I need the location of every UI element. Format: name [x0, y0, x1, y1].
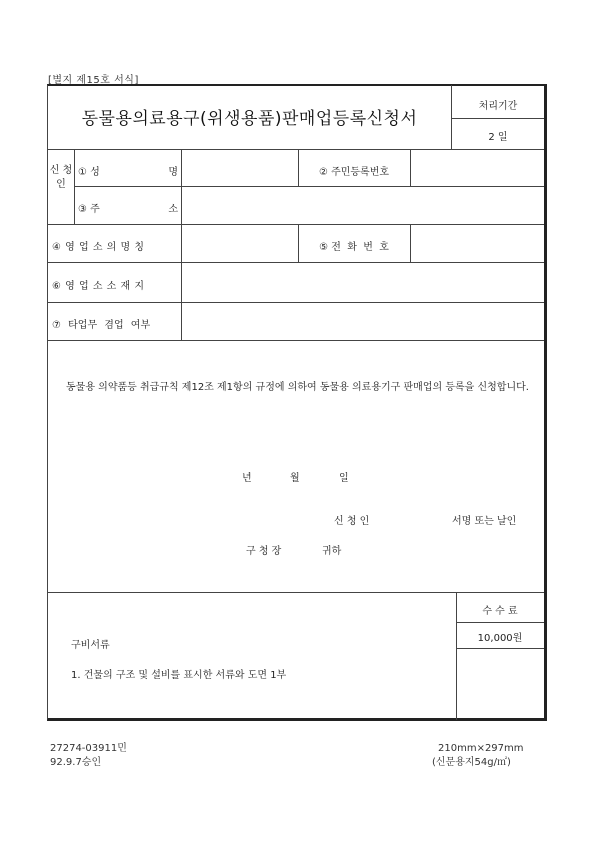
footer-paper-size: 210mm×297mm [438, 743, 524, 754]
name-label [78, 163, 178, 178]
rule-after-other-business [48, 340, 544, 341]
applicant-group-label: 신 청 인 [49, 165, 73, 190]
date-year: 년 [242, 473, 252, 484]
address-label-left: 주 [90, 204, 100, 215]
form-title: 동물용의료용구(위생용품)판매업등록신청서 [81, 109, 418, 129]
other-business-field[interactable] [183, 304, 543, 339]
phone-label: ⑤ 전 화 번 호 [319, 242, 389, 253]
name-number: ① [78, 167, 87, 178]
address-label-right: 소 [168, 204, 178, 215]
processing-period-value: 2 일 [488, 132, 508, 143]
rule-label-column [181, 149, 182, 340]
rule-before-documents [48, 592, 544, 593]
rule-fee-bottom [456, 648, 544, 649]
rule-resident-right [410, 149, 411, 186]
business-location-label: ⑥ 영 업 소 소 재 지 [52, 281, 145, 292]
address-label [78, 200, 178, 215]
rule-applicant-mid [74, 186, 544, 187]
business-name-label: ④ 영 업 소 의 명 칭 [52, 242, 145, 253]
name-label-right: 명 [168, 167, 178, 178]
fee-value: 10,000원 [477, 633, 523, 644]
address-field[interactable] [183, 188, 543, 223]
footer-approval-number: 27274-03911민 [50, 743, 127, 754]
resident-number-label: ② 주민등록번호 [318, 167, 390, 178]
applicant-signature-label: 신 청 인 [334, 516, 370, 527]
rule-after-address [48, 224, 544, 225]
footer-paper-type: (신문용지54g/㎡) [432, 757, 511, 768]
address-number: ③ [78, 204, 87, 215]
application-statement: 동물용 의약품등 취급규칙 제12조 제1항의 규정에 의하여 동물용 의료용기구 판매업의 등록을 신청합니다. [66, 382, 529, 393]
other-business-label: ⑦ 타업무 겸업 여부 [52, 320, 151, 331]
rule-fee [456, 622, 544, 623]
rule-applicant-group [74, 149, 75, 224]
name-field[interactable] [183, 151, 297, 185]
resident-number-field[interactable] [412, 151, 543, 185]
date-month: 월 [290, 473, 300, 484]
required-document-item: 1. 건물의 구조 및 설비를 표시한 서류와 도면 1부 [71, 670, 287, 681]
addressee-office: 구 청 장 [246, 546, 282, 557]
fee-label: 수 수 료 [482, 606, 518, 617]
rule-after-business-name [48, 262, 544, 263]
rule-after-location [48, 302, 544, 303]
required-documents-heading: 구비서류 [71, 640, 110, 651]
footer-approval-date: 92.9.7승인 [50, 757, 102, 768]
processing-period-label: 처리기간 [478, 101, 518, 112]
date-day: 일 [339, 473, 349, 484]
rule-after-title [48, 149, 544, 150]
phone-field[interactable] [412, 226, 543, 261]
rule-phone-right [410, 224, 411, 262]
rule-processing [451, 118, 544, 119]
business-name-field[interactable] [183, 226, 297, 261]
form-number-tag: [별지 제15호 서식] [48, 75, 139, 86]
addressee-honorific: 귀하 [322, 546, 342, 557]
business-location-field[interactable] [183, 264, 543, 301]
signature-or-seal-label: 서명 또는 날인 [452, 516, 517, 527]
name-label-left: 성 [90, 167, 100, 178]
